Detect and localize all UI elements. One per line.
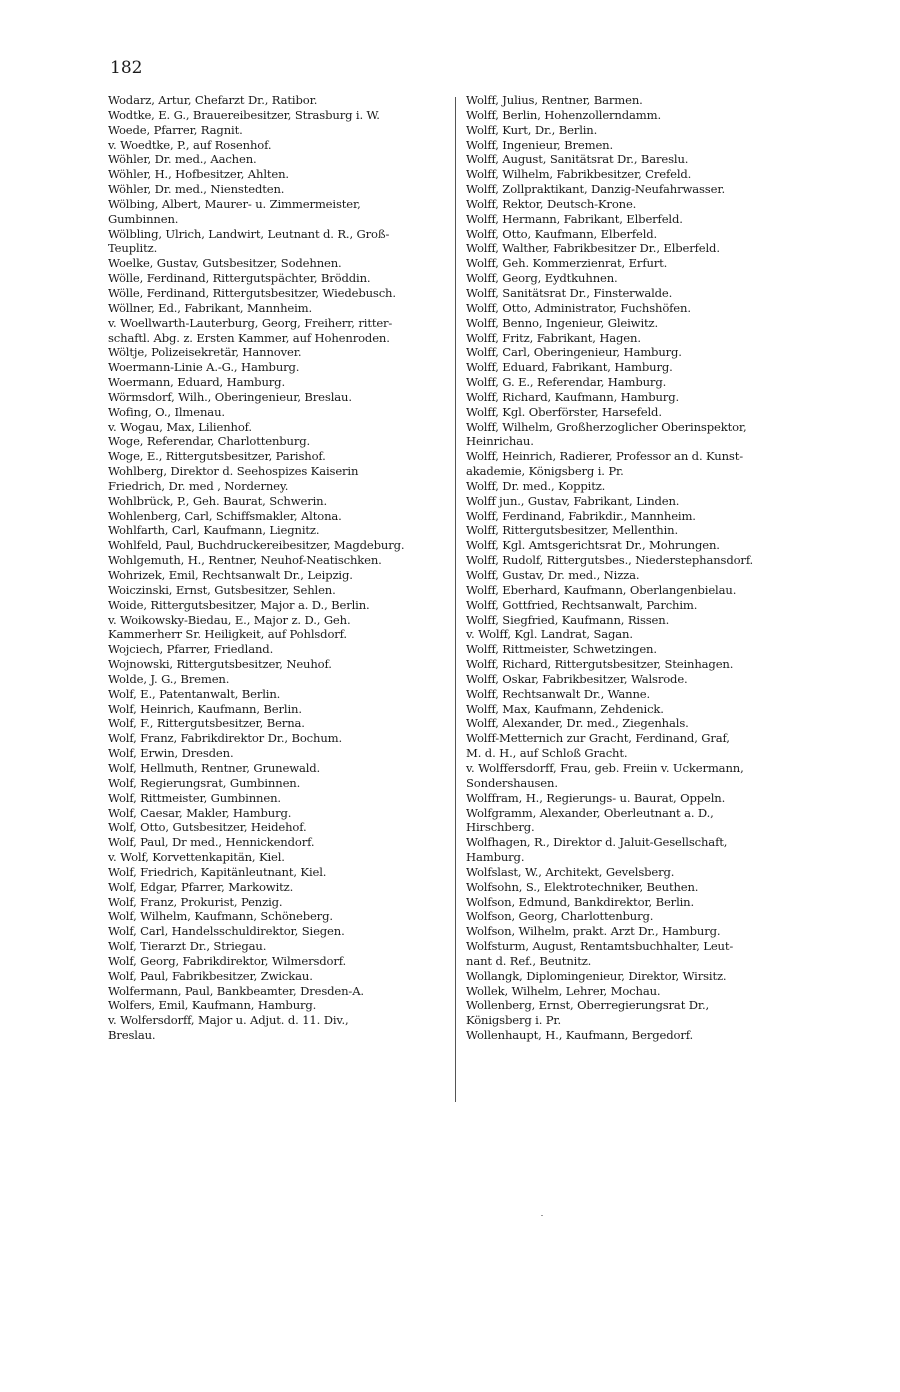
entry-line: Wolff, Hermann, Fabrikant, Elberfeld. xyxy=(466,211,683,226)
entry-line: Wörmsdorf, Wilh., Oberingenieur, Breslau. xyxy=(108,389,352,404)
directory-entry xyxy=(466,583,802,598)
entry-line: Wolff, Georg, Eydtkuhnen. xyxy=(466,271,618,286)
directory-entry xyxy=(466,553,802,568)
entry-line: Wolf, F., Rittergutsbesitzer, Berna. xyxy=(108,716,305,731)
entry-line: Wolf, Erwin, Dresden. xyxy=(108,746,234,761)
directory-entry xyxy=(466,108,802,123)
directory-entry xyxy=(108,924,444,939)
directory-entry xyxy=(466,835,802,865)
entry-line: Wolff, Richard, Kaufmann, Hamburg. xyxy=(466,389,679,404)
directory-entry xyxy=(108,820,444,835)
entry-line: Wolf, Regierungsrat, Gumbinnen. xyxy=(108,775,301,790)
directory-entry xyxy=(466,316,802,331)
entry-line: Wolf, Otto, Gutsbesitzer, Heidehof. xyxy=(108,820,307,835)
directory-entry xyxy=(466,791,802,806)
entry-line: Wolff, Rittmeister, Schwetzingen. xyxy=(466,642,657,657)
directory-entry xyxy=(108,227,444,257)
entry-line: Wölbing, Albert, Maurer- u. Zimmermeister, xyxy=(108,196,361,211)
directory-entry xyxy=(466,998,802,1028)
directory-entry xyxy=(108,598,444,613)
entry-continuation-line: nant d. Ref., Beutnitz. xyxy=(466,953,592,968)
entry-continuation-line: Hamburg. xyxy=(466,850,525,865)
entry-line: Wohlgemuth, H., Rentner, Neuhof-Neatischken. xyxy=(108,553,382,568)
directory-entry xyxy=(108,286,444,301)
entry-line: Wolff, Gustav, Dr. med., Nizza. xyxy=(466,568,640,582)
directory-entry xyxy=(466,924,802,939)
directory-entry xyxy=(466,227,802,242)
directory-entry xyxy=(466,538,802,553)
entry-line: Wolff, Dr. med., Koppitz. xyxy=(466,478,606,493)
entry-line: Wolff, Wilhelm, Fabrikbesitzer, Crefeld. xyxy=(466,167,692,182)
entry-line: Wolf, Georg, Fabrikdirektor, Wilmersdorf. xyxy=(108,953,347,968)
directory-entry xyxy=(108,998,444,1013)
entry-continuation-line: schaftl. Abg. z. Ersten Kammer, auf Hohenroden. xyxy=(108,330,390,345)
entry-line: Wölle, Ferdinand, Rittergutspächter, Bröddin. xyxy=(108,271,371,286)
entry-line: Wohlberg, Direktor d. Seehospizes Kaiserin xyxy=(108,464,359,479)
directory-entry xyxy=(108,731,444,746)
directory-entry xyxy=(108,895,444,910)
entry-line: Wofing, O., Ilmenau. xyxy=(108,404,225,419)
entry-line: Wolff, August, Sanitätsrat Dr., Bareslu. xyxy=(466,152,689,167)
entry-line: Wolff, Kgl. Oberförster, Harsefeld. xyxy=(466,404,662,419)
directory-entry xyxy=(466,167,802,182)
entry-line: v. Wogau, Max, Lilienhof. xyxy=(108,419,252,434)
directory-entry xyxy=(466,880,802,895)
directory-entry xyxy=(108,271,444,286)
directory-entry xyxy=(466,598,802,613)
entry-line: Wolff, Alexander, Dr. med., Ziegenhals. xyxy=(466,716,689,731)
directory-entry xyxy=(108,984,444,999)
entry-line: Wolf, Paul, Dr med., Hennickendorf. xyxy=(108,835,315,850)
directory-entry xyxy=(466,286,802,301)
directory-entry xyxy=(108,702,444,717)
directory-entry xyxy=(466,479,802,494)
directory-entry xyxy=(108,568,444,583)
directory-entry xyxy=(466,969,802,984)
entry-continuation-line: M. d. H., auf Schloß Gracht. xyxy=(466,746,628,761)
directory-entry xyxy=(108,538,444,553)
directory-entry xyxy=(108,716,444,731)
directory-entry xyxy=(466,212,802,227)
directory-entry xyxy=(466,761,802,791)
entry-line: Woelke, Gustav, Gutsbesitzer, Sodehnen. xyxy=(108,256,342,271)
directory-entry xyxy=(466,523,802,538)
entry-line: v. Woellwarth-Lauterburg, Georg, Freiherr, ritter- xyxy=(108,315,393,330)
directory-entry xyxy=(108,583,444,598)
entry-line: Wollenhaupt, H., Kaufmann, Bergedorf. xyxy=(466,1028,694,1043)
entry-line: Wolff, Benno, Ingenieur, Gleiwitz. xyxy=(466,315,659,330)
entry-line: Wolff jun., Gustav, Fabrikant, Linden. xyxy=(466,493,680,508)
entry-line: Wolff, Rudolf, Rittergutsbes., Niederstephansdorf. xyxy=(466,553,754,568)
directory-entry xyxy=(108,108,444,123)
entry-line: Wohlfarth, Carl, Kaufmann, Liegnitz. xyxy=(108,523,320,538)
entry-continuation-line: Heinrichau. xyxy=(466,434,534,449)
directory-entry xyxy=(108,806,444,821)
entry-line: Wolf, Rittmeister, Gumbinnen. xyxy=(108,790,281,805)
directory-entry xyxy=(108,909,444,924)
directory-entry xyxy=(108,939,444,954)
entry-line: Woermann, Eduard, Hamburg. xyxy=(108,375,285,390)
directory-entry xyxy=(108,197,444,227)
directory-entry xyxy=(466,375,802,390)
entry-line: Wolfsohn, S., Elektrotechniker, Beuthen. xyxy=(466,879,699,894)
directory-entry xyxy=(466,345,802,360)
directory-entry xyxy=(108,420,444,435)
directory-entry xyxy=(466,301,802,316)
entry-line: Wolff, Oskar, Fabrikbesitzer, Walsrode. xyxy=(466,671,688,686)
entry-line: Wolfgramm, Alexander, Oberleutnant a. D., xyxy=(466,805,714,820)
entry-line: Wodtke, E. G., Brauereibesitzer, Strasburg i. W. xyxy=(108,107,380,122)
directory-entry xyxy=(108,776,444,791)
directory-entry xyxy=(466,123,802,138)
entry-line: Wolf, Hellmuth, Rentner, Grunewald. xyxy=(108,760,321,775)
entry-line: Wolff, Richard, Rittergutsbesitzer, Steinhagen. xyxy=(466,657,734,672)
directory-entry xyxy=(108,464,444,494)
entry-line: Woede, Pfarrer, Ragnit. xyxy=(108,122,243,137)
directory-entry xyxy=(108,969,444,984)
entry-line: Wolf, Tierarzt Dr., Striegau. xyxy=(108,939,267,954)
entry-line: Wolf, Friedrich, Kapitänleutnant, Kiel. xyxy=(108,864,327,879)
entry-continuation-line: Friedrich, Dr. med , Norderney. xyxy=(108,478,289,493)
entry-line: Wodarz, Artur, Chefarzt Dr., Ratibor. xyxy=(108,93,318,107)
entry-line: Wolffram, H., Regierungs- u. Baurat, Oppeln. xyxy=(466,790,726,805)
directory-entry xyxy=(108,865,444,880)
entry-line: Wolf, Heinrich, Kaufmann, Berlin. xyxy=(108,701,302,716)
directory-entry xyxy=(466,657,802,672)
entry-line: Wolfslast, W., Architekt, Gevelsberg. xyxy=(466,864,675,879)
entry-line: Wollek, Wilhelm, Lehrer, Mochau. xyxy=(466,983,661,998)
directory-entry xyxy=(466,687,802,702)
directory-entry xyxy=(466,642,802,657)
directory-entry xyxy=(108,360,444,375)
entry-line: Wojnowski, Rittergutsbesitzer, Neuhof. xyxy=(108,657,332,672)
entry-line: Wolfson, Wilhelm, prakt. Arzt Dr., Hamburg. xyxy=(466,924,721,939)
directory-entry xyxy=(466,241,802,256)
entry-line: Wolff, Otto, Administrator, Fuchshöfen. xyxy=(466,300,691,315)
entry-line: Woiczinski, Ernst, Gutsbesitzer, Sehlen. xyxy=(108,582,336,597)
entry-line: Wöhler, Dr. med., Nienstedten. xyxy=(108,182,285,197)
entry-continuation-line: Teuplitz. xyxy=(108,241,158,256)
directory-entry xyxy=(108,434,444,449)
directory-entry xyxy=(466,613,802,628)
directory-entry xyxy=(108,182,444,197)
directory-entry xyxy=(466,93,802,108)
directory-entry xyxy=(466,331,802,346)
entry-line: Wolff, Julius, Rentner, Barmen. xyxy=(466,93,643,107)
directory-entry xyxy=(108,613,444,643)
entry-line: Wohlfeld, Paul, Buchdruckereibesitzer, Magdeburg. xyxy=(108,538,405,553)
entry-line: Wolff, Kgl. Amtsgerichtsrat Dr., Mohrungen. xyxy=(466,538,720,553)
directory-entry xyxy=(108,761,444,776)
entry-continuation-line: Königsberg i. Pr. xyxy=(466,1013,562,1028)
directory-entry xyxy=(108,345,444,360)
entry-line: Wollenberg, Ernst, Oberregierungsrat Dr., xyxy=(466,998,710,1013)
entry-line: Wolff, Wilhelm, Großherzoglicher Oberinspektor, xyxy=(466,419,747,434)
directory-entry xyxy=(108,494,444,509)
directory-entry xyxy=(466,256,802,271)
entry-line: Wollangk, Diplomingenieur, Direktor, Wirsitz. xyxy=(466,968,727,983)
entry-line: v. Wolf, Korvettenkapitän, Kiel. xyxy=(108,850,285,865)
entry-line: Wolff, Geh. Kommerzienrat, Erfurt. xyxy=(466,256,668,271)
entry-line: Wolff, Rektor, Deutsch-Krone. xyxy=(466,196,637,211)
directory-entry xyxy=(108,642,444,657)
directory-entry xyxy=(108,746,444,761)
entry-line: Wolff, Ingenieur, Bremen. xyxy=(466,137,614,152)
directory-entry xyxy=(108,523,444,538)
page-number: 182 xyxy=(110,58,143,78)
directory-entry xyxy=(108,138,444,153)
directory-entry xyxy=(108,954,444,969)
entry-line: Wolf, Carl, Handelsschuldirektor, Siegen. xyxy=(108,924,345,939)
left-column xyxy=(108,93,444,1043)
entry-line: Woge, E., Rittergutsbesitzer, Parishof. xyxy=(108,449,326,464)
entry-line: Wolf, Edgar, Pfarrer, Markowitz. xyxy=(108,879,294,894)
entry-line: Wolfers, Emil, Kaufmann, Hamburg. xyxy=(108,998,317,1013)
entry-line: Wolf, Paul, Fabrikbesitzer, Zwickau. xyxy=(108,968,313,983)
directory-entry xyxy=(466,182,802,197)
entry-line: v. Wolffersdorff, Frau, geb. Freiin v. Uckermann, xyxy=(466,760,744,775)
directory-entry xyxy=(466,1028,802,1043)
directory-entry xyxy=(108,880,444,895)
directory-entry xyxy=(466,197,802,212)
directory-entry xyxy=(466,360,802,375)
directory-entry xyxy=(466,984,802,999)
directory-entry xyxy=(108,301,444,316)
directory-entry xyxy=(466,152,802,167)
directory-entry xyxy=(108,791,444,806)
entry-line: Wolff, Zollpraktikant, Danzig-Neufahrwasser. xyxy=(466,182,725,197)
entry-line: Wolfsturm, August, Rentamtsbuchhalter, Leut- xyxy=(466,939,734,954)
directory-entry xyxy=(108,152,444,167)
entry-line: Wolff-Metternich zur Gracht, Ferdinand, Graf, xyxy=(466,731,730,746)
entry-continuation-line: Sondershausen. xyxy=(466,775,558,790)
entry-line: Wolff, Heinrich, Radierer, Professor an d. Kunst- xyxy=(466,449,743,464)
entry-continuation-line: Hirschberg. xyxy=(466,820,535,835)
directory-entry xyxy=(108,390,444,405)
footer-mark xyxy=(541,1215,543,1216)
directory-entry xyxy=(466,420,802,450)
entry-line: Wöllner, Ed., Fabrikant, Mannheim. xyxy=(108,300,313,315)
entry-line: v. Wolfersdorff, Major u. Adjut. d. 11. Div., xyxy=(108,1013,349,1028)
entry-continuation-line: akademie, Königsberg i. Pr. xyxy=(466,464,624,479)
directory-entry xyxy=(466,909,802,924)
entry-line: Wolf, E., Patentanwalt, Berlin. xyxy=(108,686,281,701)
entry-line: Woide, Rittergutsbesitzer, Major a. D., Berlin. xyxy=(108,597,370,612)
entry-line: Wolff, Siegfried, Kaufmann, Rissen. xyxy=(466,612,670,627)
entry-line: Wolff, Sanitätsrat Dr., Finsterwalde. xyxy=(466,285,673,300)
entry-line: Wolff, Ferdinand, Fabrikdir., Mannheim. xyxy=(466,508,696,523)
directory-entry xyxy=(108,449,444,464)
directory-entry xyxy=(466,806,802,836)
entry-line: Wolf, Wilhelm, Kaufmann, Schöneberg. xyxy=(108,909,333,924)
entry-line: Wolfson, Edmund, Bankdirektor, Berlin. xyxy=(466,894,695,909)
directory-entry xyxy=(108,687,444,702)
directory-entry xyxy=(108,553,444,568)
entry-continuation-line: Kammerherr Sr. Heiligkeit, auf Pohlsdorf. xyxy=(108,627,347,642)
directory-entry xyxy=(108,256,444,271)
entry-line: Wolff, Max, Kaufmann, Zehdenick. xyxy=(466,701,664,716)
entry-line: Woge, Referendar, Charlottenburg. xyxy=(108,434,311,449)
directory-entry xyxy=(466,138,802,153)
directory-entry xyxy=(108,375,444,390)
entry-line: Wolf, Franz, Prokurist, Penzig. xyxy=(108,894,283,909)
directory-entry xyxy=(466,271,802,286)
directory-entry xyxy=(108,672,444,687)
directory-entry xyxy=(108,850,444,865)
directory-entry xyxy=(466,865,802,880)
entry-line: Wojciech, Pfarrer, Friedland. xyxy=(108,642,274,657)
entry-line: Wolff, Otto, Kaufmann, Elberfeld. xyxy=(466,226,658,241)
directory-entry xyxy=(466,895,802,910)
entry-line: Wolff, Rittergutsbesitzer, Mellenthin. xyxy=(466,523,678,538)
entry-line: v. Wolff, Kgl. Landrat, Sagan. xyxy=(466,627,633,642)
entry-continuation-line: Gumbinnen. xyxy=(108,211,179,226)
directory-entry xyxy=(466,568,802,583)
directory-entry xyxy=(108,316,444,346)
entry-line: Wölbling, Ulrich, Landwirt, Leutnant d. R., Groß- xyxy=(108,226,390,241)
directory-entry xyxy=(108,93,444,108)
entry-line: Wohlbrück, P., Geh. Baurat, Schwerin. xyxy=(108,493,327,508)
entry-continuation-line: Breslau. xyxy=(108,1028,156,1043)
directory-entry xyxy=(466,939,802,969)
directory-entry xyxy=(466,390,802,405)
directory-entry xyxy=(466,405,802,420)
entry-line: Wolff, Berlin, Hohenzollerndamm. xyxy=(466,107,661,122)
entry-line: Wolff, Eberhard, Kaufmann, Oberlangenbielau. xyxy=(466,582,737,597)
entry-line: Wohlenberg, Carl, Schiffsmakler, Altona. xyxy=(108,508,342,523)
entry-line: Wolf, Franz, Fabrikdirektor Dr., Bochum. xyxy=(108,731,343,746)
directory-entry xyxy=(466,509,802,524)
entry-line: Woermann-Linie A.-G., Hamburg. xyxy=(108,360,300,375)
entry-line: Wolfermann, Paul, Bankbeamter, Dresden-A. xyxy=(108,983,364,998)
entry-line: Wölle, Ferdinand, Rittergutsbesitzer, Wiedebusch. xyxy=(108,285,396,300)
directory-entry xyxy=(108,1013,444,1043)
entry-line: Wolfson, Georg, Charlottenburg. xyxy=(466,909,654,924)
directory-entry xyxy=(466,449,802,479)
directory-entry xyxy=(108,167,444,182)
directory-entry xyxy=(466,702,802,717)
directory-entry xyxy=(108,657,444,672)
entry-line: Wolff, Eduard, Fabrikant, Hamburg. xyxy=(466,360,673,375)
entry-line: Wohrizek, Emil, Rechtsanwalt Dr., Leipzig. xyxy=(108,568,353,582)
entry-line: Wolff, Rechtsanwalt Dr., Wanne. xyxy=(466,686,651,701)
entry-line: Wolff, Carl, Oberingenieur, Hamburg. xyxy=(466,345,682,360)
directory-entry xyxy=(466,731,802,761)
entry-line: Wolff, Gottfried, Rechtsanwalt, Parchim. xyxy=(466,597,698,612)
directory-entry xyxy=(466,716,802,731)
entry-line: Wolff, G. E., Referendar, Hamburg. xyxy=(466,375,667,390)
directory-entry xyxy=(466,672,802,687)
entry-line: Wöltje, Polizeisekretär, Hannover. xyxy=(108,345,302,360)
entry-line: Wolf, Caesar, Makler, Hamburg. xyxy=(108,805,292,820)
right-column xyxy=(466,93,802,1043)
entry-line: Wöhler, Dr. med., Aachen. xyxy=(108,152,257,167)
entry-line: v. Woedtke, P., auf Rosenhof. xyxy=(108,137,272,152)
directory-entry xyxy=(466,494,802,509)
entry-line: Wolde, J. G., Bremen. xyxy=(108,671,230,686)
directory-entry xyxy=(108,835,444,850)
entry-line: Wöhler, H., Hofbesitzer, Ahlten. xyxy=(108,167,289,182)
entry-line: Wolff, Fritz, Fabrikant, Hagen. xyxy=(466,330,641,345)
directory-entry xyxy=(108,123,444,138)
entry-line: Wolff, Kurt, Dr., Berlin. xyxy=(466,122,598,137)
directory-entry xyxy=(108,405,444,420)
entry-line: Wolff, Walther, Fabrikbesitzer Dr., Elberfeld. xyxy=(466,241,720,256)
entry-line: v. Woikowsky-Biedau, E., Major z. D., Geh. xyxy=(108,612,351,627)
column-divider xyxy=(455,97,456,1102)
entry-line: Wolfhagen, R., Direktor d. Jaluit-Gesellschaft, xyxy=(466,835,728,850)
directory-entry xyxy=(466,627,802,642)
directory-entry xyxy=(108,509,444,524)
